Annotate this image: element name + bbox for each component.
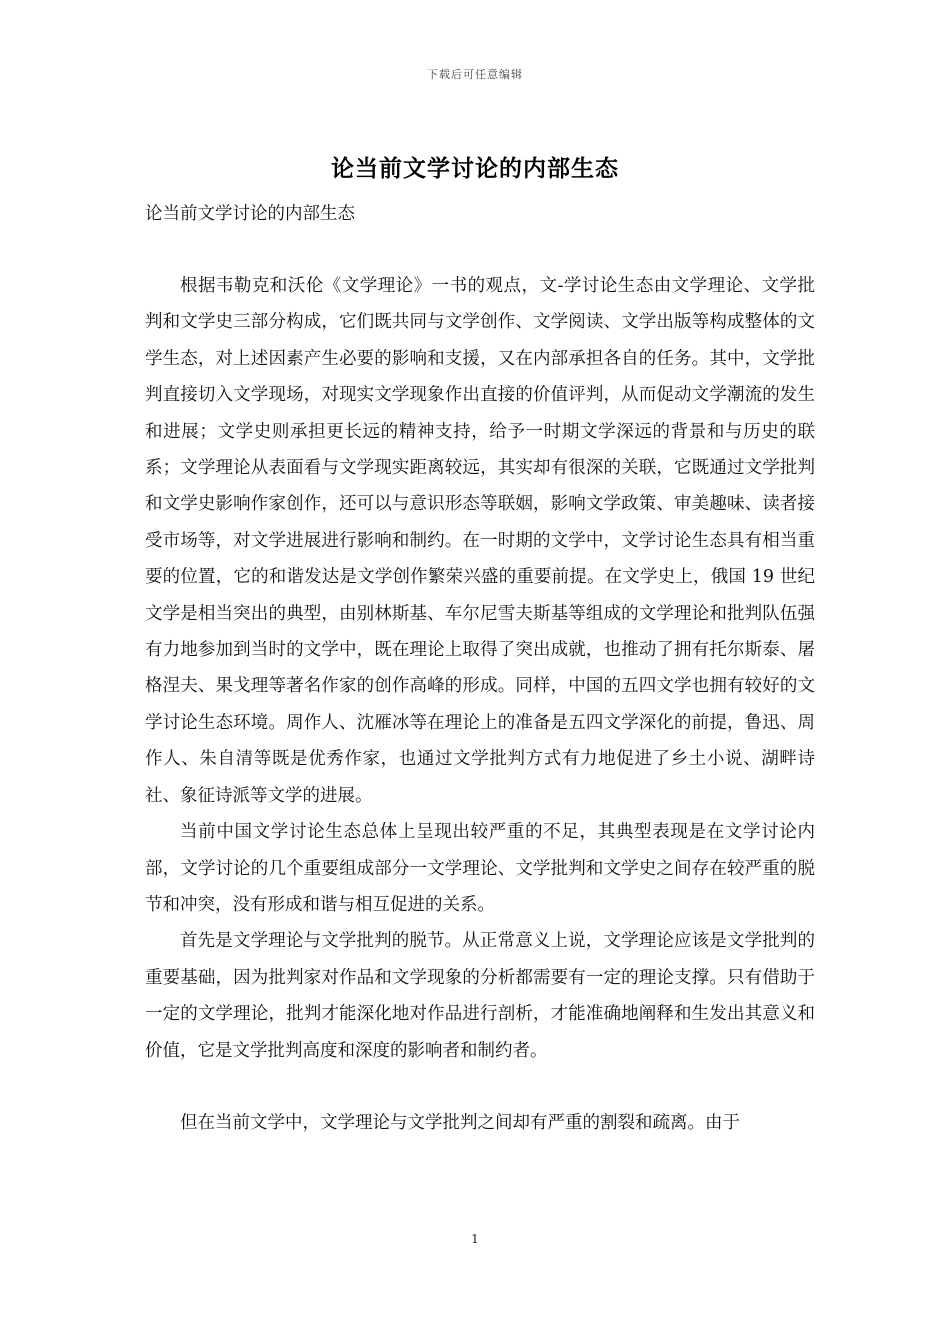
page-number: 1 xyxy=(471,1232,479,1246)
document-subtitle: 论当前文学讨论的内部生态 xyxy=(145,204,355,224)
document-title: 论当前文学讨论的内部生态 xyxy=(331,155,619,182)
paragraph-1: 根据韦勒克和沃伦《文学理论》一书的观点，文-学讨论生态由文学理论、文学批判和文学史三部分构成，它们既共同与文学创作、文学阅读、文学出版等构成整体的文学生态，对上述因素产生必要的影响和支援，又在内部承担各自的任务。其中，文学批判直接切入文学现场，对现实文学现象作出直接的价值评判，从而促动文学潮流的发生和进展；文学史则承担更长远的精神支持，给予一时期文学深远的背景和与历史的联系；文学理论从表面看与文学现实距离较远，其实却有很深的关联，它既通过文学批判和文学史影响作家创作，还可以与意识形态等联姻，影响文学政策、审美趣味、读者接受市场等，对文学进展进行影响和制约。在一时期的文学中，文学讨论生态具有相当重要的位置，它的和谐发达是文学创作繁荣兴盛的重要前提。在文学史上，俄国 19 世纪文学是相当突出的典型，由别林斯基、车尔尼雪夫斯基等组成的文学理论和批判队伍强有力地参加到当时的文学中，既在理论上取得了突出成就，也推动了拥有托尔斯泰、屠格涅夫、果戈理等著名作家的创作高峰的形成。同样，中国的五四文学也拥有较好的文学讨论生态环境。周作人、沈雁冰等在理论上的准备是五四文学深化的前提，鲁迅、周作人、朱自清等既是优秀作家，也通过文学批判方式有力地促进了乡土小说、湖畔诗社、象征诗派等文学的进展。 xyxy=(145,276,815,806)
paragraph-2: 当前中国文学讨论生态总体上呈现出较严重的不足，其典型表现是在文学讨论内部，文学讨论的几个重要组成部分一文学理论、文学批判和文学史之间存在较严重的脱节和冲突，没有形成和谐与相互促进的关系。 xyxy=(145,822,815,915)
paragraph-3: 首先是文学理论与文学批判的脱节。从正常意义上说，文学理论应该是文学批判的重要基础，因为批判家对作品和文学现象的分析都需要有一定的理论支撑。只有借助于一定的文学理论，批判才能深化地对作品进行剖析，才能准确地阐释和生发出其意义和价值，它是文学批判高度和深度的影响者和制约者。 xyxy=(145,931,815,1061)
paragraph-4: 但在当前文学中，文学理论与文学批判之间却有严重的割裂和疏离。由于 xyxy=(180,1112,740,1133)
document-body xyxy=(145,268,815,1141)
page-header-note: 下载后可任意编辑 xyxy=(427,68,523,81)
